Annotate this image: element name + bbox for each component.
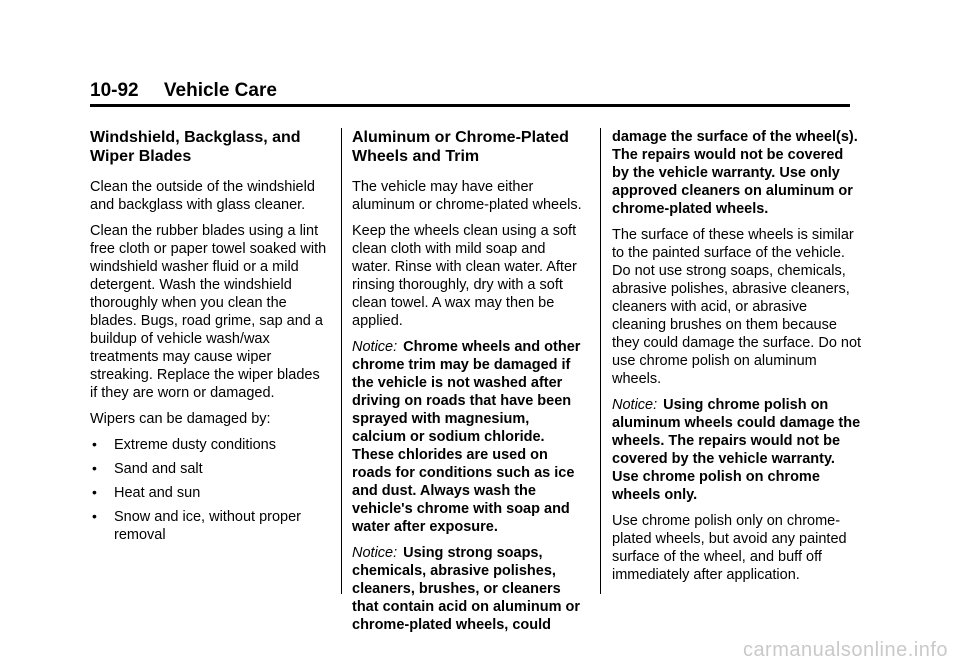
paragraph: The surface of these wheels is similar to the painted surface of the vehicle. Do not use strong soaps, chemicals, abrasive polishes, abrasive cleaners, cleaners with acid, or abrasive cleaning brushes on them because they could damage the surface. Do not use chrome polish on aluminum wheels. bbox=[612, 227, 862, 387]
page-header bbox=[90, 80, 277, 102]
bullet-list bbox=[90, 436, 330, 544]
list-item-text: Sand and salt bbox=[114, 461, 203, 477]
paragraph: Wipers can be damaged by: bbox=[90, 411, 271, 427]
column-2 bbox=[352, 128, 584, 642]
notice-text: Using chrome polish on aluminum wheels could damage the wheels. The repairs would not be covered by the vehicle warranty. Use chrome polish on chrome wheels only. bbox=[612, 397, 861, 503]
page-number: 10-92 bbox=[90, 80, 139, 101]
list-item-text: Snow and ice, without proper removal bbox=[114, 509, 301, 543]
list-item-text: Extreme dusty conditions bbox=[114, 437, 276, 453]
bullet-icon: • bbox=[92, 460, 97, 476]
notice-continuation: damage the surface of the wheel(s). The repairs would not be covered by the vehicle warranty. Use only approved cleaners on aluminum or chrome-plated wheels. bbox=[612, 129, 858, 217]
paragraph: Keep the wheels clean using a soft clean cloth with mild soap and water. Rinse with clean water. After rinsing thoroughly, dry with a soft clean towel. A wax may then be applied. bbox=[352, 223, 577, 329]
column-divider bbox=[600, 128, 601, 594]
bullet-icon: • bbox=[92, 484, 97, 500]
paragraph: Clean the rubber blades using a lint free cloth or paper towel soaked with windshield washer fluid or a mild detergent. Wash the windshield thoroughly when you clean the blades. Bugs, road grime, sap and a buildup of vehicle wash/wax treatments may cause wiper streaking. Replace the wiper blades if they are worn or damaged. bbox=[90, 223, 327, 401]
paragraph: The vehicle may have either aluminum or chrome-plated wheels. bbox=[352, 179, 582, 213]
section-heading: Windshield, Backglass, and Wiper Blades bbox=[90, 129, 301, 165]
list-item bbox=[90, 436, 330, 454]
column-3 bbox=[612, 128, 862, 592]
section-heading: Aluminum or Chrome-Plated Wheels and Trim bbox=[352, 129, 569, 165]
list-item bbox=[90, 508, 330, 544]
paragraph: Use chrome polish only on chrome-plated wheels, but avoid any painted surface of the wheel, and buff off immediately after application. bbox=[612, 513, 847, 583]
notice-paragraph bbox=[352, 544, 584, 634]
list-item bbox=[90, 460, 330, 478]
notice-text: Using strong soaps, chemicals, abrasive polishes, cleaners, brushes, or cleaners that contain acid on aluminum or chrome-plated wheels, could bbox=[352, 545, 580, 633]
notice-label: Notice: bbox=[352, 545, 398, 561]
section-title: Vehicle Care bbox=[163, 80, 277, 101]
bullet-icon: • bbox=[92, 508, 97, 524]
column-divider bbox=[341, 128, 342, 594]
column-1 bbox=[90, 128, 330, 550]
notice-label: Notice: bbox=[352, 339, 398, 355]
header-rule bbox=[90, 104, 850, 107]
list-item bbox=[90, 484, 330, 502]
bullet-icon: • bbox=[92, 436, 97, 452]
notice-paragraph bbox=[612, 396, 862, 504]
watermark: carmanualsonline.info bbox=[742, 639, 948, 661]
notice-label: Notice: bbox=[612, 397, 658, 413]
notice-paragraph bbox=[352, 338, 584, 536]
paragraph: Clean the outside of the windshield and backglass with glass cleaner. bbox=[90, 179, 315, 213]
list-item-text: Heat and sun bbox=[114, 485, 201, 501]
notice-text: Chrome wheels and other chrome trim may be damaged if the vehicle is not washed after driving on roads that have been sprayed with magnesium, calcium or sodium chloride. These chlorides are used on roads for conditions such as ice and dust. Always wash the vehicle's chrome with soap and water after exposure. bbox=[352, 339, 581, 535]
